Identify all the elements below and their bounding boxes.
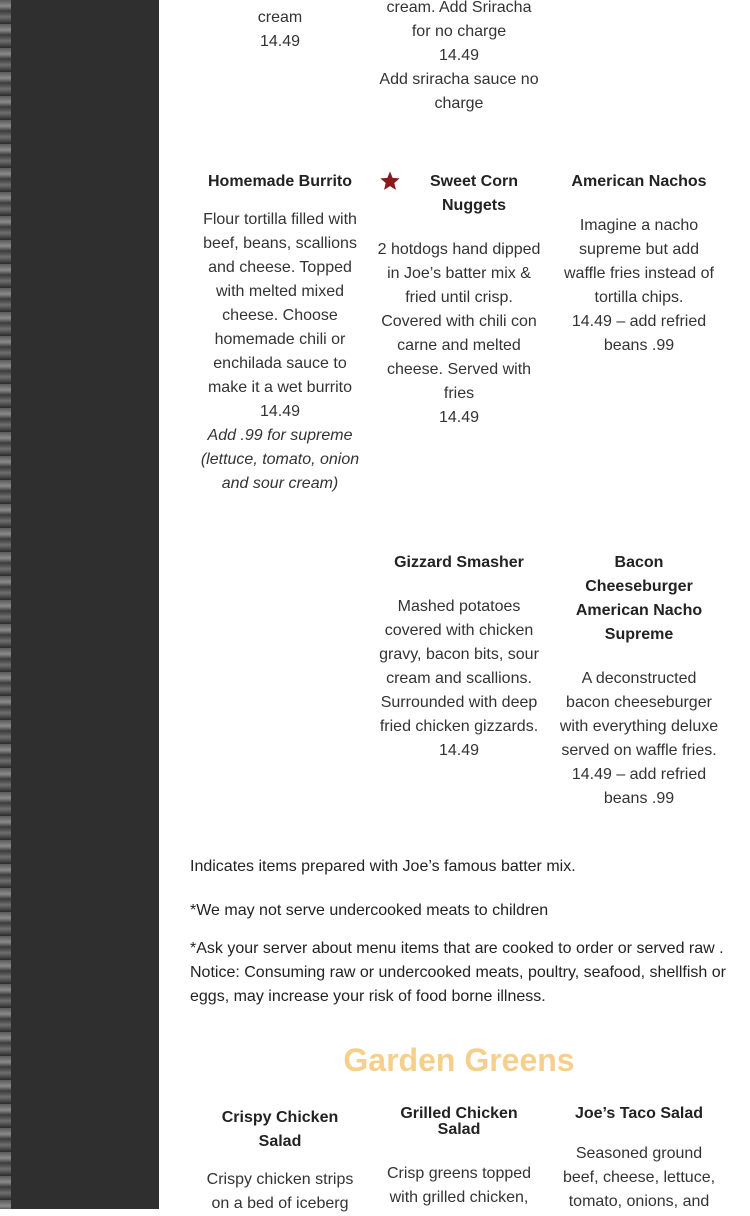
menu-item-joes-taco-salad bbox=[554, 1102, 724, 1214]
item-price: 14.49 – add refried beans .99 bbox=[571, 766, 707, 807]
item-addon: Add .99 for supreme (lettuce, tomato, onion and sour cream) bbox=[200, 427, 360, 492]
item-title: Grilled Chicken Salad bbox=[400, 1105, 518, 1138]
left-edge-texture bbox=[0, 0, 11, 1209]
item-description: Mashed potatoes covered with chicken gravy, bacon bits, sour cream and scallions. Surrounded with deep fried chicken gizzards. bbox=[379, 598, 539, 735]
sidebar bbox=[11, 0, 159, 1209]
item-title: Homemade Burrito bbox=[207, 173, 353, 190]
item-price: 14.49 bbox=[259, 403, 301, 420]
menu-item-gizzard-smasher bbox=[374, 551, 544, 763]
batter-note: Indicates items prepared with Joe’s famous batter mix. bbox=[190, 858, 576, 875]
star-icon bbox=[379, 170, 401, 192]
top-item-2 bbox=[369, 0, 549, 116]
top-item-2-line2: for no charge bbox=[411, 23, 507, 40]
section-title-garden-greens: Garden Greens bbox=[343, 1042, 575, 1078]
top-item-2-price: 14.49 bbox=[438, 47, 480, 64]
menu-item-american-nachos bbox=[554, 170, 724, 358]
item-title: Joe’s Taco Salad bbox=[574, 1105, 704, 1122]
item-description: A deconstructed bacon cheeseburger with everything deluxe served on waffle fries. bbox=[559, 670, 719, 759]
top-item-2-line1: cream. Add Sriracha bbox=[386, 0, 532, 16]
item-price: 14.49 bbox=[438, 409, 480, 426]
item-price: 14.49 – add refried beans .99 bbox=[571, 313, 707, 354]
item-title: Crispy Chicken Salad bbox=[221, 1109, 339, 1150]
top-item-1-price: 14.49 bbox=[259, 33, 301, 50]
item-description: 2 hotdogs hand dipped in Joe’s batter mix & fried until crisp. Covered with chili con carne and melted cheese. Served with fries bbox=[377, 241, 541, 402]
item-title: Bacon Cheeseburger American Nacho Supreme bbox=[575, 554, 703, 643]
menu-item-bacon-cheeseburger-nacho bbox=[559, 551, 719, 811]
raw-food-notice: *Ask your server about menu items that are cooked to order or served raw . Notice: Consuming raw or undercooked meats, poultry, seafood, shellfish or eggs, may increase your risk of food borne illness. bbox=[190, 940, 726, 1005]
top-item-1 bbox=[190, 6, 370, 54]
top-item-2-extra: Add sriracha sauce no charge bbox=[379, 71, 539, 112]
menu-item-grilled-chicken-salad bbox=[374, 1106, 544, 1210]
menu-content bbox=[159, 0, 750, 1212]
menu-item-homemade-burrito bbox=[195, 170, 365, 496]
menu-item-crispy-chicken-salad bbox=[195, 1106, 365, 1216]
item-description: Seasoned ground beef, cheese, lettuce, tomato, onions, and bbox=[562, 1145, 716, 1210]
menu-item-sweet-corn-nuggets bbox=[374, 238, 544, 430]
item-title: Sweet Corn Nuggets bbox=[429, 173, 518, 214]
item-price: 14.49 bbox=[438, 742, 480, 759]
top-item-1-text: cream bbox=[257, 9, 303, 26]
item-title: American Nachos bbox=[571, 173, 707, 190]
children-note: *We may not serve undercooked meats to children bbox=[190, 902, 549, 919]
item-description: Crispy chicken strips on a bed of iceberg bbox=[206, 1171, 354, 1212]
item-description: Crisp greens topped with grilled chicken, bbox=[386, 1165, 532, 1206]
item-description: Imagine a nacho supreme but add waffle fries instead of tortilla chips. bbox=[563, 217, 714, 306]
menu-item-sweet-corn-nuggets-title bbox=[404, 170, 544, 218]
item-description: Flour tortilla filled with beef, beans, scallions and cheese. Topped with melted mixed cheese. Choose homemade chili or enchilada sauce to make it a wet burrito bbox=[203, 211, 357, 396]
item-title: Gizzard Smasher bbox=[394, 554, 524, 571]
